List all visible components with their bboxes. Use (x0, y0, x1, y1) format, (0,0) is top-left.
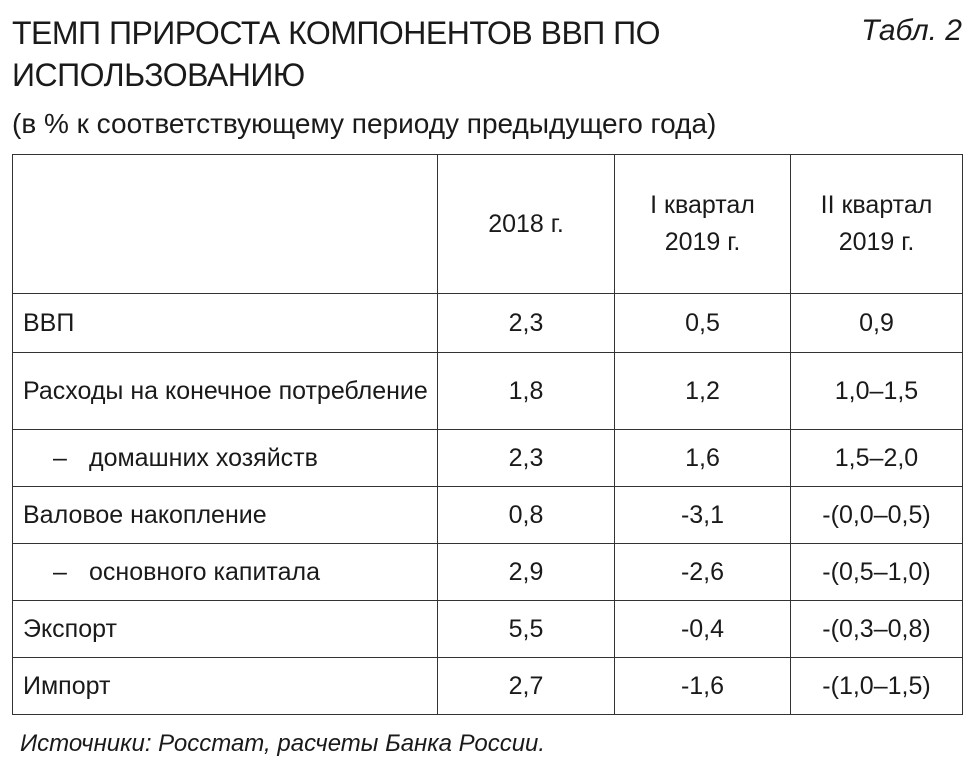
row-label (13, 353, 438, 430)
header-cell-q2-2019: II квартал 2019 г. (791, 155, 963, 294)
row-label (13, 544, 438, 601)
cell-2018: 2,3 (438, 294, 615, 353)
dash-marker: – (53, 558, 67, 586)
row-label-text: домашних хозяйств (89, 444, 318, 472)
table-row (13, 294, 963, 353)
cell-q2-2019: 1,5–2,0 (791, 430, 963, 487)
table-title: ТЕМП ПРИРОСТА КОМПОНЕНТОВ ВВП ПО ИСПОЛЬЗОВАНИЮ (12, 15, 661, 93)
table-subtitle: (в % к соответствующему периоду предыдущего года) (12, 108, 717, 139)
cell-q1-2019: -0,4 (615, 601, 791, 658)
cell-q2-2019: 0,9 (791, 294, 963, 353)
row-label (13, 294, 438, 353)
source-note: Источники: Росстат, расчеты Банка России. (20, 730, 546, 757)
header-cell-2018: 2018 г. (438, 155, 615, 294)
cell-q2-2019: -(0,5–1,0) (791, 544, 963, 601)
gdp-components-table (12, 154, 963, 715)
table-number: Табл. 2 (861, 14, 962, 47)
cell-q1-2019: 1,2 (615, 353, 791, 430)
cell-q2-2019: -(0,3–0,8) (791, 601, 963, 658)
row-label-text: ВВП (23, 309, 75, 337)
cell-q1-2019: -1,6 (615, 658, 791, 715)
table-row (13, 658, 963, 715)
row-label (13, 601, 438, 658)
header-cell-label (13, 155, 438, 294)
cell-2018: 5,5 (438, 601, 615, 658)
cell-q1-2019: 0,5 (615, 294, 791, 353)
row-label-text: Импорт (23, 672, 111, 700)
cell-q1-2019: 1,6 (615, 430, 791, 487)
header-row (13, 155, 963, 294)
cell-2018: 2,7 (438, 658, 615, 715)
table-row (13, 430, 963, 487)
row-label (13, 658, 438, 715)
cell-q2-2019: 1,0–1,5 (791, 353, 963, 430)
table-row (13, 353, 963, 430)
row-label (13, 487, 438, 544)
row-label-text: основного капитала (89, 558, 320, 586)
cell-2018: 0,8 (438, 487, 615, 544)
table-row (13, 601, 963, 658)
dash-marker: – (53, 444, 67, 472)
row-label-text: Валовое накопление (23, 501, 267, 529)
row-label-text: Расходы на конечное потребление (23, 377, 428, 405)
table-row (13, 544, 963, 601)
cell-q1-2019: -2,6 (615, 544, 791, 601)
cell-q2-2019: -(1,0–1,5) (791, 658, 963, 715)
row-label (13, 430, 438, 487)
header-cell-q1-2019: I квартал 2019 г. (615, 155, 791, 294)
table-row (13, 487, 963, 544)
row-label-text: Экспорт (23, 615, 117, 643)
cell-2018: 2,9 (438, 544, 615, 601)
cell-q1-2019: -3,1 (615, 487, 791, 544)
cell-q2-2019: -(0,0–0,5) (791, 487, 963, 544)
cell-2018: 2,3 (438, 430, 615, 487)
cell-2018: 1,8 (438, 353, 615, 430)
